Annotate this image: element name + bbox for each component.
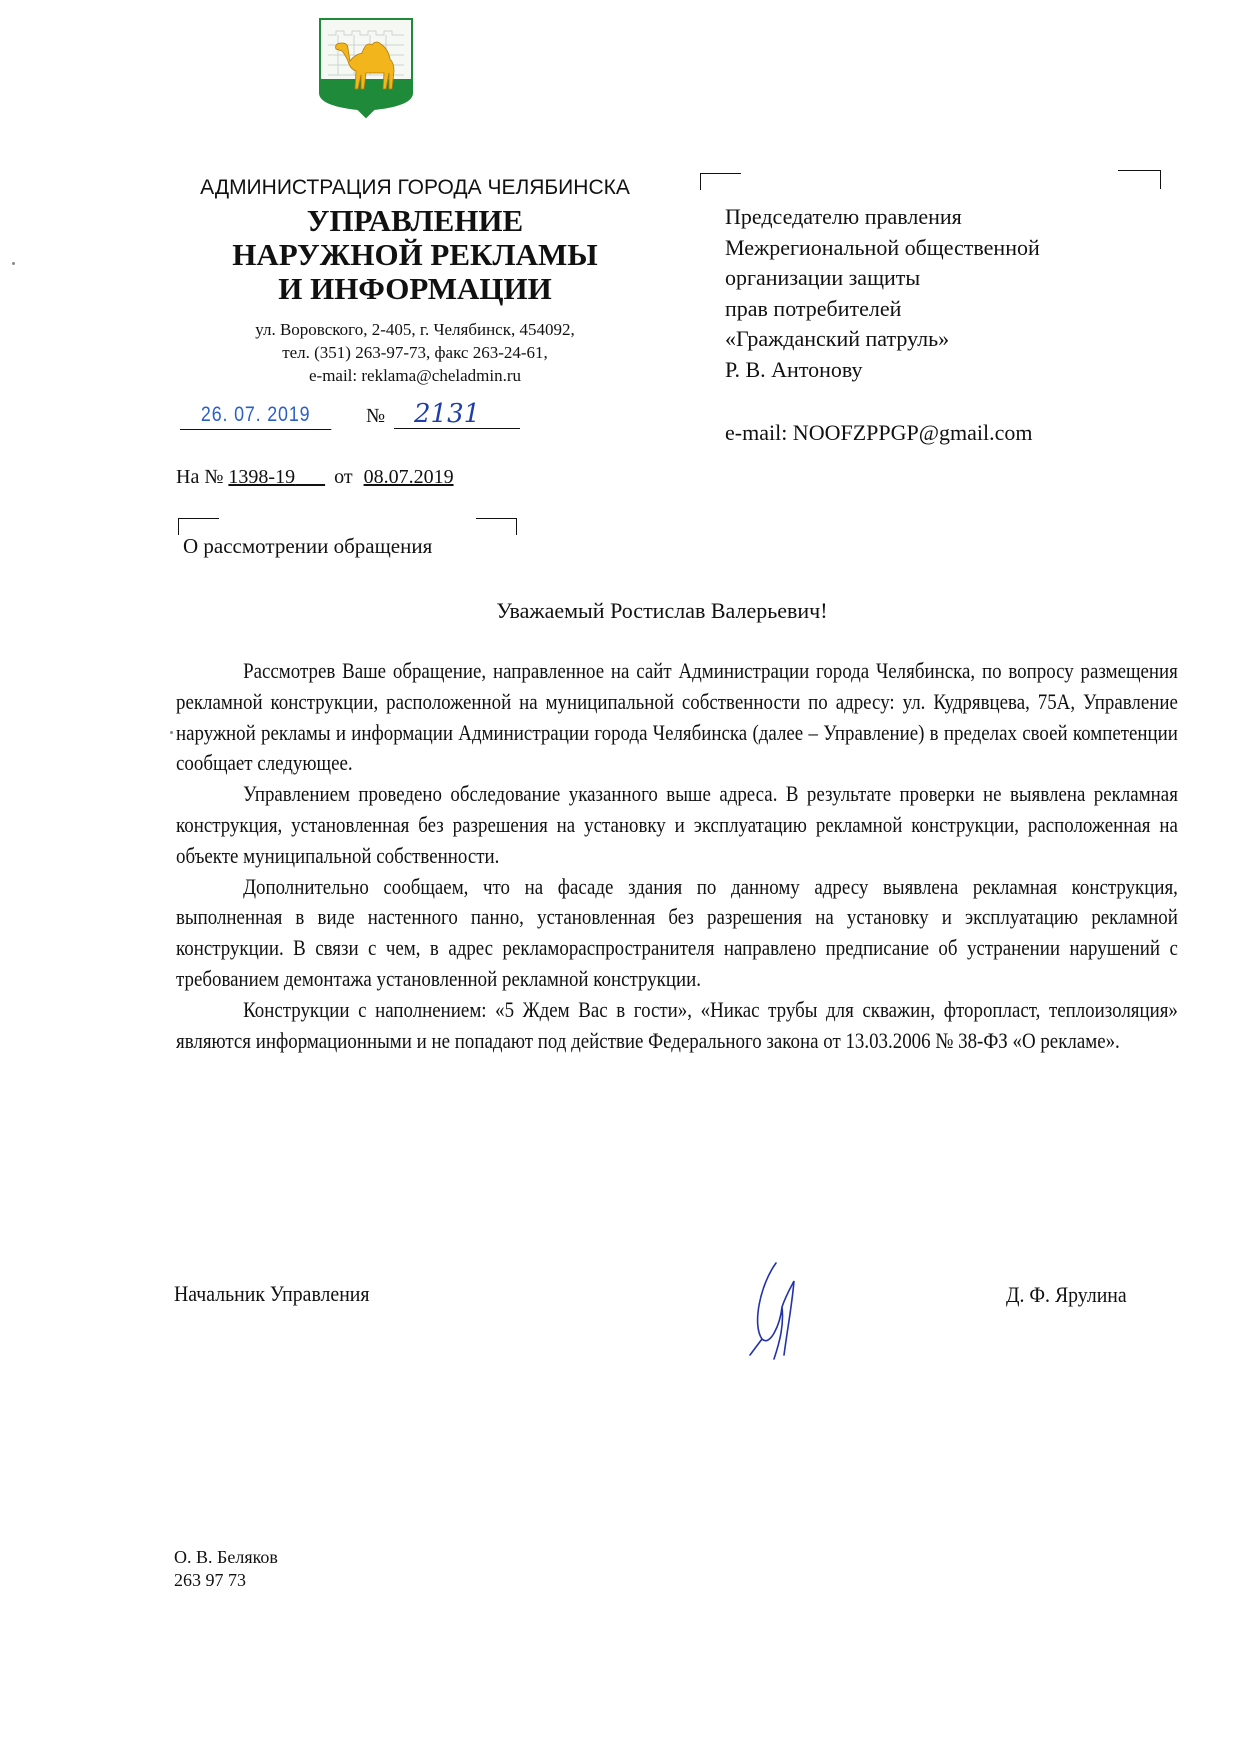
- salutation: Уважаемый Ростислав Валерьевич!: [496, 598, 828, 623]
- executor-phone: 263 97 73: [174, 1570, 246, 1590]
- address-line: ул. Воровского, 2-405, г. Челябинск, 454092,: [255, 320, 575, 339]
- reply-reference-row: [176, 466, 454, 489]
- handwritten-number: 2131: [394, 399, 520, 429]
- body-paragraph: Управлением проведено обследование указанного выше адреса. В результате проверки не выявлена рекламная конструкция, установленная без разрешения на установку и эксплуатацию рекламной конструкции, расположенная на объекте муниципальной собственности.: [176, 781, 1178, 868]
- executor-block: [174, 1546, 278, 1592]
- department-line: УПРАВЛЕНИЕ: [306, 203, 524, 238]
- recipient-line: Р. В. Антонову: [725, 356, 863, 382]
- reply-prefix: На №: [176, 466, 224, 488]
- recipient-line: организации защиты: [725, 265, 921, 290]
- body-paragraph: Конструкции с наполнением: «5 Ждем Вас в гости», «Никас трубы для скважин, фторопласт, теплоизоляция» являются информационными и не попадают под действие Федерального закона от 13.03.2006 № 38-ФЗ «О рекламе».: [176, 996, 1178, 1053]
- reply-number: 1398-19: [228, 466, 296, 488]
- recipient-block: [725, 202, 1040, 385]
- department-address: [172, 318, 658, 387]
- recipient-line: Межрегиональной общественной: [725, 234, 1040, 260]
- recipient-bracket-left: [700, 173, 741, 190]
- body-paragraph: Дополнительно сообщаем, что на фасаде здания по данному адресу выявлена рекламная конструкция, выполненная в виде настенного панно, установленная без разрешения на установку и эксплуатацию рекламной конструкции. В связи с чем, в адрес рекламораспространителя направлено предписание об устранении нарушений с требованием демонтажа установленной рекламной конструкции.: [176, 873, 1178, 991]
- handwritten-signature-icon: [740, 1255, 840, 1365]
- department-line: И ИНФОРМАЦИИ: [278, 271, 552, 306]
- date-stamp: 26. 07. 2019: [180, 403, 331, 430]
- number-label: №: [366, 405, 386, 427]
- recipient-line: «Гражданский патруль»: [725, 326, 950, 351]
- scan-speck: [170, 731, 173, 734]
- coat-of-arms-emblem-icon: [314, 15, 418, 119]
- letter-body: [176, 656, 1178, 1056]
- recipient-line: прав потребителей: [725, 295, 902, 321]
- address-line: e-mail: reklama@cheladmin.ru: [308, 366, 521, 385]
- subject-bracket-right: [476, 518, 517, 535]
- signatory-name: Д. Ф. Ярулина: [1006, 1282, 1127, 1307]
- administration-title: АДМИНИСТРАЦИЯ ГОРОДА ЧЕЛЯБИНСКА: [200, 176, 630, 199]
- department-title: [172, 204, 658, 306]
- subject-bracket-left: [178, 518, 219, 535]
- address-line: тел. (351) 263-97-73, факс 263-24-61,: [282, 343, 548, 362]
- signatory-role: Начальник Управления: [174, 1281, 370, 1306]
- scan-speck: [12, 262, 15, 265]
- department-line: НАРУЖНОЙ РЕКЛАМЫ: [232, 237, 598, 272]
- executor-name: О. В. Беляков: [174, 1547, 278, 1567]
- recipient-line: Председателю правления: [725, 204, 962, 229]
- body-paragraph: Рассмотрев Ваше обращение, направленное на сайт Администрации города Челябинска, по вопросу размещения рекламной конструкции, расположенной на муниципальной собственности по адресу: ул. Кудрявцева, 75А, Управление наружной рекламы и информации Администрации города Челябинска (далее – Управление) в пределах своей компетенции сообщает следующее.: [176, 658, 1178, 776]
- reply-date: 08.07.2019: [363, 466, 454, 488]
- reply-from-label: от: [334, 466, 353, 488]
- recipient-email: e-mail: NOOFZPPGP@gmail.com: [725, 420, 1033, 445]
- recipient-bracket-right: [1118, 170, 1161, 189]
- letter-subject: О рассмотрении обращения: [183, 534, 433, 558]
